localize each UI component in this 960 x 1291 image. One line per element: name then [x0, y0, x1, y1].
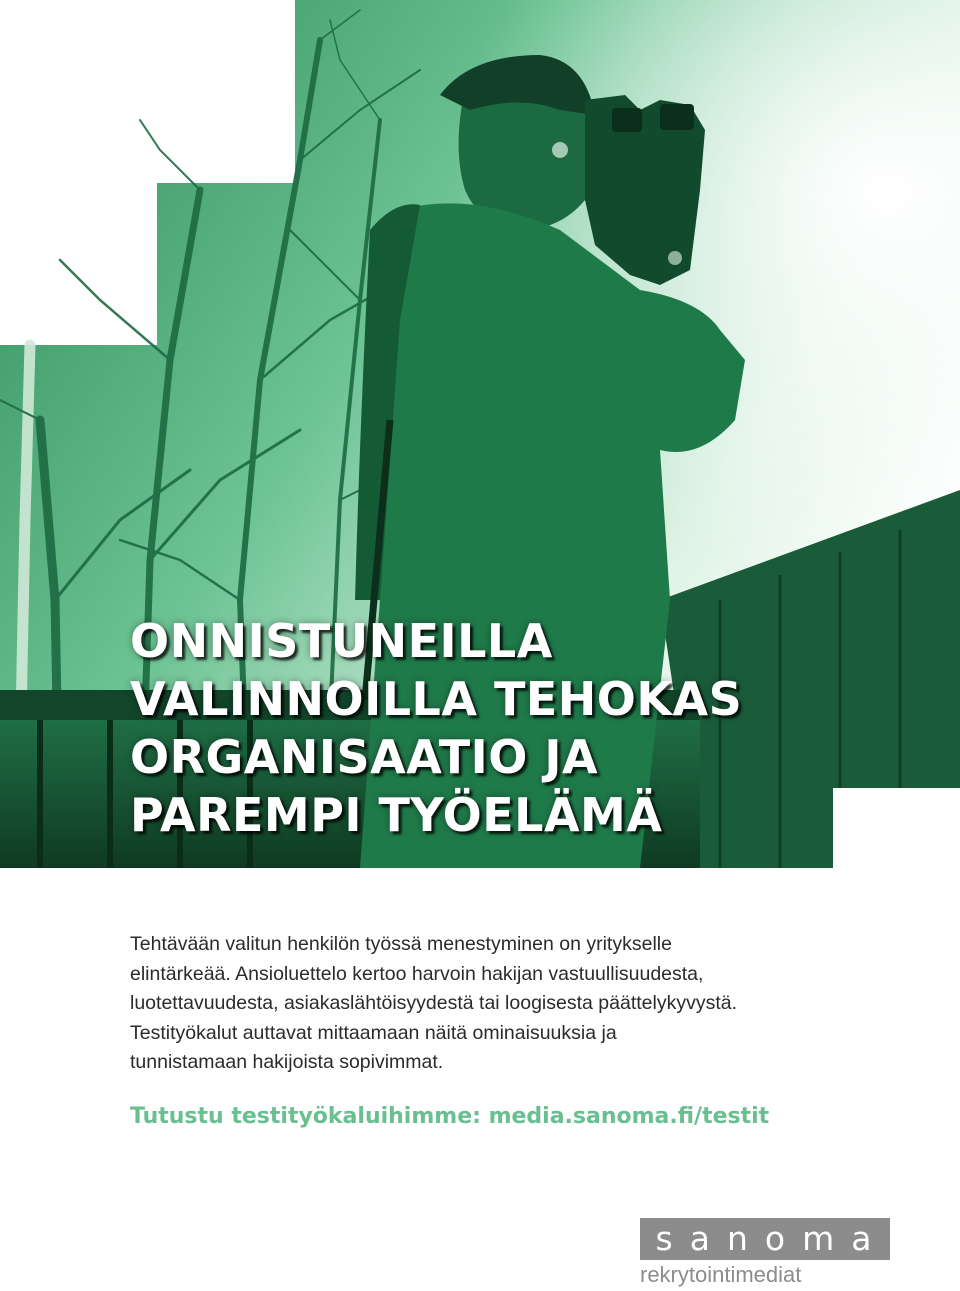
body-paragraph [130, 930, 890, 1078]
cta-link[interactable]: Tutustu testityökaluihimme: media.sanoma.fi/testit [130, 1104, 770, 1129]
sanoma-logo: sanoma [640, 1218, 890, 1260]
body-line-5: tunnistamaan hakijoista sopivimmat. [130, 1051, 444, 1073]
headline-line-2: VALINNOILLA TEHOKAS [130, 672, 743, 726]
headline [130, 612, 890, 844]
headline-line-3: ORGANISAATIO JA [130, 730, 599, 784]
body-line-3: luotettavuudesta, asiakaslähtöisyydestä tai loogisesta päättelykyvystä. [130, 992, 738, 1014]
headline-line-4: PAREMPI TYÖELÄMÄ [130, 788, 663, 842]
body-line-2: elintärkeää. Ansioluettelo kertoo harvoin hakijan vastuullisuudesta, [130, 962, 704, 985]
body-line-4: Testityökalut auttavat mittaamaan näitä ominaisuuksia ja [130, 1021, 617, 1044]
headline-line-1: ONNISTUNEILLA [130, 614, 553, 668]
body-line-1: Tehtävään valitun henkilön työssä menestyminen on yritykselle [130, 933, 672, 955]
logo-subtitle: rekrytointimediat [640, 1262, 802, 1287]
